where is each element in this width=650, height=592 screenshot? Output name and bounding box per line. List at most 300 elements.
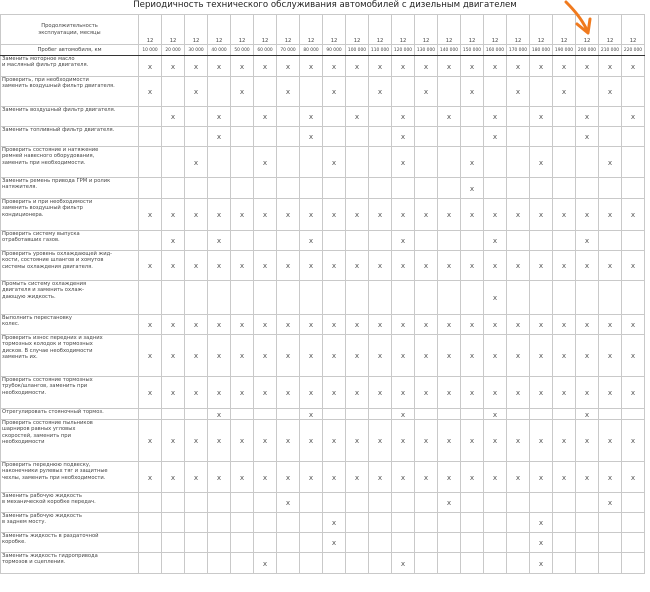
empty-cell — [139, 409, 162, 420]
mileage-cell: 70 000 — [277, 45, 300, 56]
empty-cell — [553, 107, 576, 127]
service-mark: x — [530, 553, 553, 574]
empty-cell — [530, 178, 553, 199]
service-mark: x — [139, 315, 162, 335]
empty-cell — [415, 281, 438, 315]
empty-cell — [139, 178, 162, 199]
operation-label: Выполнить перестановку колес. — [1, 315, 139, 335]
service-mark: x — [438, 199, 461, 231]
service-mark: x — [369, 56, 392, 77]
empty-cell — [346, 409, 369, 420]
service-mark: x — [530, 147, 553, 178]
empty-cell — [461, 107, 484, 127]
service-mark: x — [622, 315, 645, 335]
empty-cell — [231, 107, 254, 127]
month-cell: 12 — [139, 15, 162, 45]
empty-cell — [415, 127, 438, 147]
service-mark: x — [231, 462, 254, 493]
empty-cell — [507, 553, 530, 574]
service-mark: x — [185, 335, 208, 377]
empty-cell — [438, 231, 461, 251]
service-mark: x — [438, 335, 461, 377]
service-mark: x — [162, 231, 185, 251]
empty-cell — [507, 127, 530, 147]
schedule-row — [1, 493, 645, 513]
empty-cell — [139, 513, 162, 533]
service-mark: x — [369, 377, 392, 409]
empty-cell — [231, 553, 254, 574]
service-mark: x — [553, 462, 576, 493]
service-mark: x — [231, 77, 254, 107]
empty-cell — [530, 231, 553, 251]
empty-cell — [369, 127, 392, 147]
empty-cell — [277, 147, 300, 178]
service-mark: x — [461, 147, 484, 178]
empty-cell — [346, 513, 369, 533]
month-cell: 12 — [185, 15, 208, 45]
empty-cell — [438, 553, 461, 574]
empty-cell — [507, 493, 530, 513]
service-mark: x — [392, 335, 415, 377]
service-mark: x — [162, 56, 185, 77]
service-mark: x — [415, 335, 438, 377]
empty-cell — [576, 77, 599, 107]
empty-cell — [231, 178, 254, 199]
empty-cell — [323, 231, 346, 251]
service-mark: x — [599, 462, 622, 493]
empty-cell — [622, 231, 645, 251]
empty-cell — [507, 147, 530, 178]
service-mark: x — [392, 56, 415, 77]
empty-cell — [162, 553, 185, 574]
operation-label: Заменить рабочую жидкость в заднем мосту. — [1, 513, 139, 533]
service-mark: x — [208, 251, 231, 281]
service-mark: x — [484, 231, 507, 251]
service-mark: x — [185, 56, 208, 77]
operation-label: Проверить уровень охлаждающей жид- кости, состояние шлангов и хомутов системы охлаждения двигателя. — [1, 251, 139, 281]
service-mark: x — [530, 462, 553, 493]
empty-cell — [231, 513, 254, 533]
empty-cell — [392, 493, 415, 513]
service-mark: x — [323, 77, 346, 107]
service-mark: x — [139, 335, 162, 377]
service-mark: x — [185, 77, 208, 107]
service-mark: x — [323, 335, 346, 377]
empty-cell — [254, 493, 277, 513]
service-mark: x — [484, 335, 507, 377]
empty-cell — [208, 178, 231, 199]
operation-label: Заменить моторное масло и масляный фильтр двигателя. — [1, 56, 139, 77]
empty-cell — [461, 553, 484, 574]
empty-cell — [622, 178, 645, 199]
service-mark: x — [254, 553, 277, 574]
service-mark: x — [599, 377, 622, 409]
service-mark: x — [507, 420, 530, 462]
service-mark: x — [484, 420, 507, 462]
service-mark: x — [553, 56, 576, 77]
service-mark: x — [392, 420, 415, 462]
service-mark: x — [185, 462, 208, 493]
schedule-row — [1, 56, 645, 77]
empty-cell — [208, 493, 231, 513]
empty-cell — [323, 281, 346, 315]
month-cell: 12 — [530, 15, 553, 45]
mileage-cell: 130 000 — [415, 45, 438, 56]
mileage-cell: 170 000 — [507, 45, 530, 56]
service-mark: x — [300, 335, 323, 377]
empty-cell — [208, 513, 231, 533]
service-mark: x — [461, 199, 484, 231]
service-mark: x — [415, 251, 438, 281]
empty-cell — [162, 493, 185, 513]
service-mark: x — [254, 147, 277, 178]
service-mark: x — [576, 420, 599, 462]
empty-cell — [369, 533, 392, 553]
empty-cell — [346, 178, 369, 199]
empty-cell — [231, 127, 254, 147]
empty-cell — [162, 533, 185, 553]
month-cell: 12 — [300, 15, 323, 45]
service-mark: x — [300, 127, 323, 147]
empty-cell — [277, 281, 300, 315]
service-mark: x — [208, 231, 231, 251]
empty-cell — [484, 513, 507, 533]
service-mark: x — [208, 409, 231, 420]
service-mark: x — [415, 56, 438, 77]
empty-cell — [507, 281, 530, 315]
empty-cell — [277, 127, 300, 147]
operation-label: Заменить рабочую жидкость в механической коробке передач. — [1, 493, 139, 513]
service-mark: x — [277, 199, 300, 231]
empty-cell — [139, 553, 162, 574]
empty-cell — [369, 147, 392, 178]
empty-cell — [208, 533, 231, 553]
empty-cell — [208, 281, 231, 315]
empty-cell — [622, 127, 645, 147]
empty-cell — [484, 533, 507, 553]
service-mark: x — [162, 335, 185, 377]
empty-cell — [599, 513, 622, 533]
service-mark: x — [323, 377, 346, 409]
empty-cell — [369, 513, 392, 533]
service-mark: x — [300, 251, 323, 281]
service-mark: x — [530, 315, 553, 335]
empty-cell — [415, 178, 438, 199]
operation-label: Отрегулировать стояночный тормоз. — [1, 409, 139, 420]
empty-cell — [185, 178, 208, 199]
empty-cell — [254, 127, 277, 147]
empty-cell — [622, 281, 645, 315]
service-mark: x — [323, 315, 346, 335]
service-mark: x — [438, 377, 461, 409]
empty-cell — [484, 493, 507, 513]
schedule-row — [1, 281, 645, 315]
empty-cell — [553, 281, 576, 315]
month-cell: 12 — [415, 15, 438, 45]
service-mark: x — [484, 377, 507, 409]
service-mark: x — [599, 56, 622, 77]
operation-label: Промыть систему охлаждения двигателя и заменить охлаж- дающую жидкость. — [1, 281, 139, 315]
month-cell: 12 — [484, 15, 507, 45]
empty-cell — [530, 493, 553, 513]
empty-cell — [415, 513, 438, 533]
operation-label: Заменить топливный фильтр двигателя. — [1, 127, 139, 147]
schedule-row — [1, 251, 645, 281]
empty-cell — [392, 281, 415, 315]
empty-cell — [553, 513, 576, 533]
service-mark: x — [438, 315, 461, 335]
service-mark: x — [599, 335, 622, 377]
service-mark: x — [576, 56, 599, 77]
empty-cell — [254, 513, 277, 533]
service-mark: x — [507, 199, 530, 231]
service-mark: x — [507, 335, 530, 377]
service-mark: x — [208, 315, 231, 335]
mileage-cell: 220 000 — [622, 45, 645, 56]
empty-cell — [438, 281, 461, 315]
empty-cell — [323, 493, 346, 513]
service-mark: x — [277, 77, 300, 107]
empty-cell — [254, 231, 277, 251]
service-mark: x — [231, 377, 254, 409]
month-cell: 12 — [162, 15, 185, 45]
service-mark: x — [323, 462, 346, 493]
service-mark: x — [507, 251, 530, 281]
service-mark: x — [438, 462, 461, 493]
service-mark: x — [254, 420, 277, 462]
empty-cell — [231, 147, 254, 178]
empty-cell — [622, 409, 645, 420]
service-mark: x — [346, 335, 369, 377]
service-mark: x — [346, 251, 369, 281]
empty-cell — [277, 231, 300, 251]
schedule-row — [1, 335, 645, 377]
service-mark: x — [392, 462, 415, 493]
service-mark: x — [162, 107, 185, 127]
empty-cell — [553, 231, 576, 251]
service-mark: x — [162, 251, 185, 281]
service-mark: x — [553, 251, 576, 281]
service-mark: x — [277, 377, 300, 409]
service-mark: x — [231, 56, 254, 77]
service-mark: x — [438, 107, 461, 127]
service-mark: x — [461, 56, 484, 77]
service-mark: x — [415, 377, 438, 409]
operation-label: Проверить переднюю подвеску, наконечники рулевых тяг и защитные чехлы, заменить при необходимости. — [1, 462, 139, 493]
service-mark: x — [599, 315, 622, 335]
service-mark: x — [530, 335, 553, 377]
empty-cell — [369, 553, 392, 574]
service-mark: x — [323, 533, 346, 553]
empty-cell — [507, 178, 530, 199]
service-mark: x — [438, 420, 461, 462]
service-mark: x — [576, 377, 599, 409]
page-title: Периодичность технического обслуживания автомобилей с дизельным двигателем — [133, 0, 517, 10]
service-mark: x — [553, 335, 576, 377]
mileage-cell: 40 000 — [208, 45, 231, 56]
service-mark: x — [484, 56, 507, 77]
service-mark: x — [484, 462, 507, 493]
service-mark: x — [300, 56, 323, 77]
empty-cell — [622, 147, 645, 178]
service-mark: x — [484, 409, 507, 420]
mileage-cell: 210 000 — [599, 45, 622, 56]
empty-cell — [392, 178, 415, 199]
service-mark: x — [599, 147, 622, 178]
empty-cell — [208, 77, 231, 107]
service-mark: x — [139, 377, 162, 409]
empty-cell — [346, 493, 369, 513]
service-mark: x — [530, 107, 553, 127]
empty-cell — [369, 231, 392, 251]
empty-cell — [277, 107, 300, 127]
empty-cell — [438, 178, 461, 199]
empty-cell — [323, 178, 346, 199]
empty-cell — [553, 178, 576, 199]
empty-cell — [622, 493, 645, 513]
empty-cell — [576, 147, 599, 178]
empty-cell — [369, 409, 392, 420]
service-mark: x — [392, 377, 415, 409]
service-mark: x — [484, 251, 507, 281]
service-mark: x — [254, 107, 277, 127]
service-mark: x — [300, 377, 323, 409]
service-mark: x — [300, 199, 323, 231]
mileage-cell: 120 000 — [392, 45, 415, 56]
service-mark: x — [576, 335, 599, 377]
empty-cell — [461, 281, 484, 315]
empty-cell — [231, 409, 254, 420]
service-mark: x — [415, 199, 438, 231]
service-mark: x — [277, 56, 300, 77]
empty-cell — [415, 493, 438, 513]
empty-cell — [208, 553, 231, 574]
service-mark: x — [507, 377, 530, 409]
service-mark: x — [392, 315, 415, 335]
service-mark: x — [231, 335, 254, 377]
empty-cell — [323, 107, 346, 127]
month-cell: 12 — [553, 15, 576, 45]
empty-cell — [599, 231, 622, 251]
service-mark: x — [369, 335, 392, 377]
schedule-row — [1, 127, 645, 147]
empty-cell — [185, 513, 208, 533]
empty-cell — [484, 553, 507, 574]
empty-cell — [576, 493, 599, 513]
service-mark: x — [392, 199, 415, 231]
service-mark: x — [185, 199, 208, 231]
service-mark: x — [576, 462, 599, 493]
service-mark: x — [392, 127, 415, 147]
service-mark: x — [599, 77, 622, 107]
service-mark: x — [208, 199, 231, 231]
service-mark: x — [162, 420, 185, 462]
header-row-months — [1, 15, 645, 45]
operation-label: Проверить состояние и натяжение ремней навесного оборудования, заменить при необходимости. — [1, 147, 139, 178]
empty-cell — [162, 513, 185, 533]
empty-cell — [346, 147, 369, 178]
empty-cell — [438, 409, 461, 420]
empty-cell — [415, 147, 438, 178]
empty-cell — [599, 127, 622, 147]
empty-cell — [415, 533, 438, 553]
service-mark: x — [576, 315, 599, 335]
period-header-cell: Продолжительность эксплуатации, месяцы — [1, 15, 139, 45]
mileage-cell: 180 000 — [530, 45, 553, 56]
service-mark: x — [346, 107, 369, 127]
service-mark: x — [484, 281, 507, 315]
empty-cell — [254, 281, 277, 315]
empty-cell — [461, 493, 484, 513]
service-mark: x — [461, 377, 484, 409]
service-mark: x — [323, 420, 346, 462]
empty-cell — [277, 513, 300, 533]
empty-cell — [369, 178, 392, 199]
month-cell: 12 — [277, 15, 300, 45]
empty-cell — [185, 127, 208, 147]
service-mark: x — [300, 462, 323, 493]
empty-cell — [599, 178, 622, 199]
empty-cell — [300, 147, 323, 178]
month-cell: 12 — [369, 15, 392, 45]
empty-cell — [323, 127, 346, 147]
empty-cell — [576, 533, 599, 553]
service-mark: x — [369, 420, 392, 462]
empty-cell — [599, 409, 622, 420]
service-mark: x — [277, 335, 300, 377]
empty-cell — [254, 409, 277, 420]
empty-cell — [162, 127, 185, 147]
service-mark: x — [415, 77, 438, 107]
mileage-cell: 190 000 — [553, 45, 576, 56]
month-cell: 12 — [622, 15, 645, 45]
empty-cell — [438, 127, 461, 147]
empty-cell — [300, 493, 323, 513]
empty-cell — [185, 107, 208, 127]
service-mark: x — [553, 199, 576, 231]
empty-cell — [162, 281, 185, 315]
empty-cell — [277, 409, 300, 420]
empty-cell — [254, 533, 277, 553]
service-mark: x — [254, 315, 277, 335]
empty-cell — [185, 409, 208, 420]
empty-cell — [599, 553, 622, 574]
operation-label: Заменить воздушный фильтр двигателя. — [1, 107, 139, 127]
service-mark: x — [208, 462, 231, 493]
empty-cell — [185, 533, 208, 553]
service-mark: x — [346, 377, 369, 409]
operation-label: Проверить износ передних и задних тормозных колодок и тормозных дисков. В случае необходимости заменить их. — [1, 335, 139, 377]
empty-cell — [323, 553, 346, 574]
empty-cell — [530, 127, 553, 147]
service-mark: x — [461, 462, 484, 493]
service-mark: x — [231, 315, 254, 335]
empty-cell — [346, 77, 369, 107]
service-mark: x — [208, 420, 231, 462]
service-mark: x — [139, 462, 162, 493]
month-cell: 12 — [208, 15, 231, 45]
mileage-cell: 90 000 — [323, 45, 346, 56]
mileage-cell: 20 000 — [162, 45, 185, 56]
service-mark: x — [484, 107, 507, 127]
empty-cell — [139, 533, 162, 553]
service-mark: x — [208, 335, 231, 377]
empty-cell — [254, 178, 277, 199]
empty-cell — [300, 513, 323, 533]
service-mark: x — [484, 199, 507, 231]
operation-label: Заменить ремень привода ГРМ и ролик натяжителя. — [1, 178, 139, 199]
month-cell: 12 — [323, 15, 346, 45]
